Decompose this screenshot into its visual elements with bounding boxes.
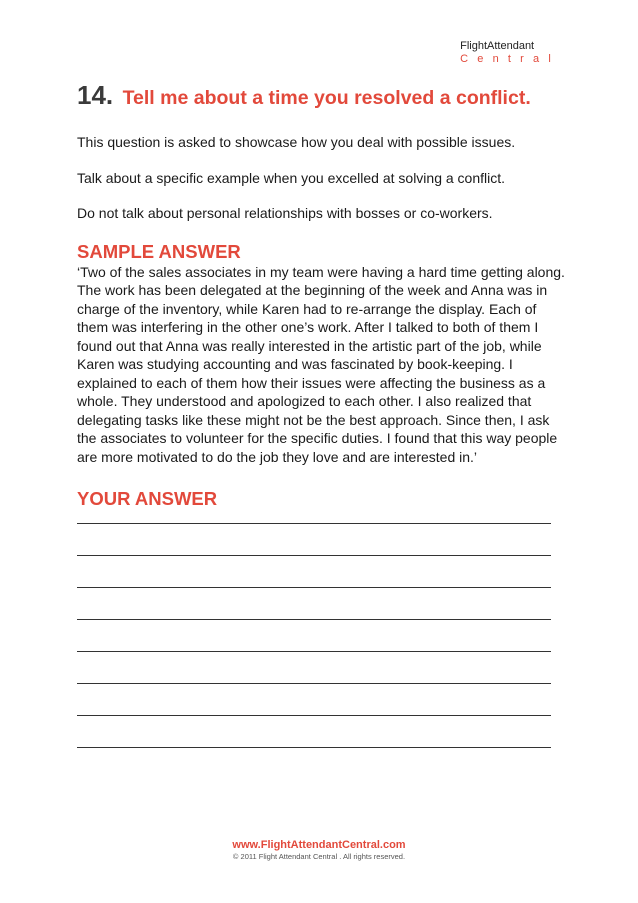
your-answer-heading: YOUR ANSWER — [77, 487, 218, 509]
intro-paragraph-2: Talk about a specific example when you excelled at solving a conflict. — [77, 170, 506, 186]
answer-line — [77, 746, 551, 748]
question-number: 14. — [77, 80, 114, 110]
answer-line — [77, 618, 551, 620]
answer-line — [77, 586, 551, 588]
page-content — [77, 82, 567, 748]
footer-url[interactable]: www.FlightAttendantCentral.com — [232, 839, 406, 851]
answer-line — [77, 682, 551, 684]
intro-paragraph-3: Do not talk about personal relationships with bosses or co-workers. — [77, 205, 493, 221]
question-text: Tell me about a time you resolved a conflict. — [122, 87, 531, 109]
question-title — [77, 82, 567, 111]
intro-paragraph-1: This question is asked to showcase how you deal with possible issues. — [77, 134, 516, 150]
logo-line-2: Central — [460, 53, 560, 65]
answer-line — [77, 554, 551, 556]
sample-answer-heading: SAMPLE ANSWER — [77, 241, 241, 262]
answer-line — [77, 522, 551, 524]
logo-line-1: FlightAttendant — [460, 40, 535, 52]
brand-logo — [460, 40, 560, 66]
footer-copyright: © 2011 Flight Attendant Central . All rights reserved. — [232, 852, 406, 861]
answer-line — [77, 650, 551, 652]
answer-lines — [77, 522, 567, 748]
page-footer — [0, 838, 638, 862]
answer-line — [77, 714, 551, 716]
sample-answer-text: ‘Two of the sales associates in my team were having a hard time getting along. The work has been delegated at the beginning of the week and Anna was in charge of the inventory, while Karen had to re-arrange the display. Each of them was interfering in the other one’s work. After I talked to both of them I found out that Anna was really interested in the artistic part of the job, while Karen was studying accounting and was fascinated by book-keeping. I explained to each of them how their issues were affecting the business as a whole. They understood and apologized to each other. I also realized that delegating tasks like these might not be the best approach. Since then, I ask the associates to volunteer for the specific duties. I found that this way people are more motivated to do the job they love and are interested in.’ — [77, 264, 565, 465]
